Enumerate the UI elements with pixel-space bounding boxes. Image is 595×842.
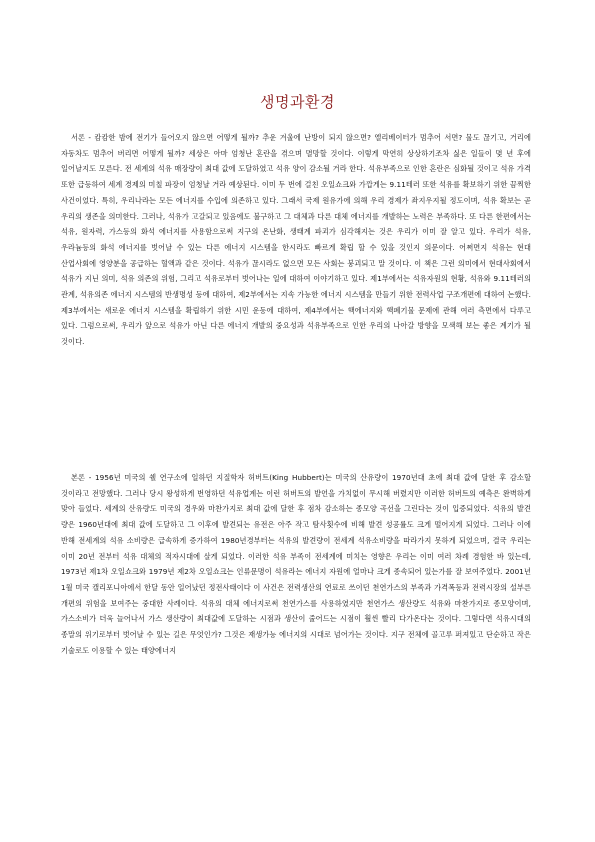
introduction-paragraph: 서론 - 캄캄한 밤에 전기가 들어오지 않으면 어떻게 될까? 추운 겨울에 난방이 되지 않으면? 엘리베이터가 멈추어 서면? 물도 끊기고, 거리에 자동차도 멈추어 버리면 어떻게 될까? 세상은 아마 엄청난 혼란을 겪으며 멸망할 것이다. 이렇게 막연히 상상하기조차 싫은 일들이 몇 년 후에 일어날지도 모른다. 전 세계의 석유 매장량이 최대 값에 도달하였고 석유 양이 감소될 거라 한다. 석유부족으로 인한 혼란은 심화될 것이고 석유 가격 또한 급등하여 세계 경제의 미칠 파장이 엄청날 거라 예상된다. 이미 두 번에 걸친 오일쇼크와 가깝게는 9.11테러 또한 석유를 확보하기 위한 끔찍한 사건이었다. 특히, 우리나라는 모든 에너지를 수입에 의존하고 있다. 그래서 국제 원유가에 의해 우리 경제가 좌지우지될 정도이며, 석유 확보는 곧 우리의 생존을 의미한다. 그러나, 석유가 고갈되고 있음에도 불구하고 그 대체과 다른 대체 에너지를 개발하는 노력은 부족하다. 또 다른 한편에서는 석유, 원자력, 가스등의 화석 에너지를 사용함으로써 지구의 온난화, 생태계 파괴가 심각해지는 것은 우리가 이미 잘 알고 있다. 우리가 석유, 우라늄등의 화석 에너지를 벗어날 수 있는 다른 에너지 시스템을 한시라도 빠르게 확립 할 수 있을 것인지 의문이다. 어쩌면지 석유는 현대 산업사회에 영양분을 공급하는 혈액과 같은 것이다. 석유가 끊시라도 없으면 모든 사회는 붕괴되고 말 것이다. 이 책은 그런 의미에서 현대사회에서 석유가 지닌 의미, 석유 의존의 위험, 그리고 석유로부터 벗어나는 일에 대하여 이야기하고 있다. 제1부에서는 석유자원의 현황, 석유와 9.11테러의 관계, 석유의존 에너지 시스템의 반생명성 등에 대하여, 제2부에서는 지속 가능한 에너지 시스템을 만들기 위한 전력사업 구조개편에 대하여 논했다. 제3부에서는 새로운 에너지 시스템을 확립하기 위한 시민 운동에 대하여, 제4부에서는 핵에너지와 핵폐기물 문제에 관해 여러 측면에서 다루고 있다. 그럼으로써, 우리가 앞으로 석유가 아닌 다른 에너지 개발의 중요성과 석유부족으로 인한 우리의 나아갈 방향을 모색해 보는 좋은 계기가 될 것이다. xyxy=(61,133,531,347)
document-title: 생명과환경 xyxy=(260,93,335,111)
body-paragraph: 본론 - 1956년 미국의 쉘 연구소에 일하던 지질학자 허버트(King Hubbert)는 미국의 산유량이 1970년대 초에 최대 값에 달한 후 감소할 것이라고 전망했다. 그러나 당시 왕성하게 번영하던 석유업계는 이런 허버트의 발언을 가치없이 무시해 버렸지만 이러한 허버트의 예측은 완벽하게 맞아 들었다. 세계의 산유량도 미국의 경우와 마찬가지로 최대 값에 달한 후 점차 감소하는 종모양 곡선을 그린다는 것이 입증되었다. 석유의 발견 량은 1960년대에 최대 값에 도달하고 그 이후에 발견되는 유전은 아주 작고 탐사횟수에 비해 발견 성공률도 크게 떨어지게 되었다. 그러나 이에 반해 전세계의 석유 소비량은 급속하게 증가하여 1980년경부터는 석유의 발견량이 전세계 석유소비량을 따라가지 못하게 되었으며, 결국 우리는 이미 20년 전부터 석유 대체의 적자시대에 살게 되었다. 이러한 석유 부족이 전세계에 미치는 영향은 우리는 이미 여러 차례 경험한 바 있는데, 1973년 제1차 오일쇼크와 1979년 제2차 오일쇼크는 인류문명이 석유라는 에너지 자원에 얼마나 크게 종속되어 있는가를 잘 보여주었다. 2001년 1월 미국 캘리포니아에서 한달 동안 일어났던 정전사태이다 이 사건은 전력생산의 연료로 쓰이던 천연가스의 부족과 가격폭등과 전력시장의 설부른 개편의 위험을 보여주는 중대한 사례이다. 석유의 대체 에너지로써 천연가스를 사용하였지만 천연가스 생산량도 석유와 마찬가지로 종모양이며, 가스소비가 더욱 늘어나서 가스 생산량이 최대값에 도달하는 시점과 생산이 줄어드는 시점이 훨씬 빨리 다가온다는 것이다. 그렇다면 석유시대의 종말의 위기로부터 벗어날 수 있는 길은 무엇인가? 그것은 재생가능 에너지의 시대로 넘어가는 것이다. 지구 전체에 골고루 퍼져있고 단순하고 작은 기술로도 이용할 수 있는 태양에너지 xyxy=(61,473,531,655)
